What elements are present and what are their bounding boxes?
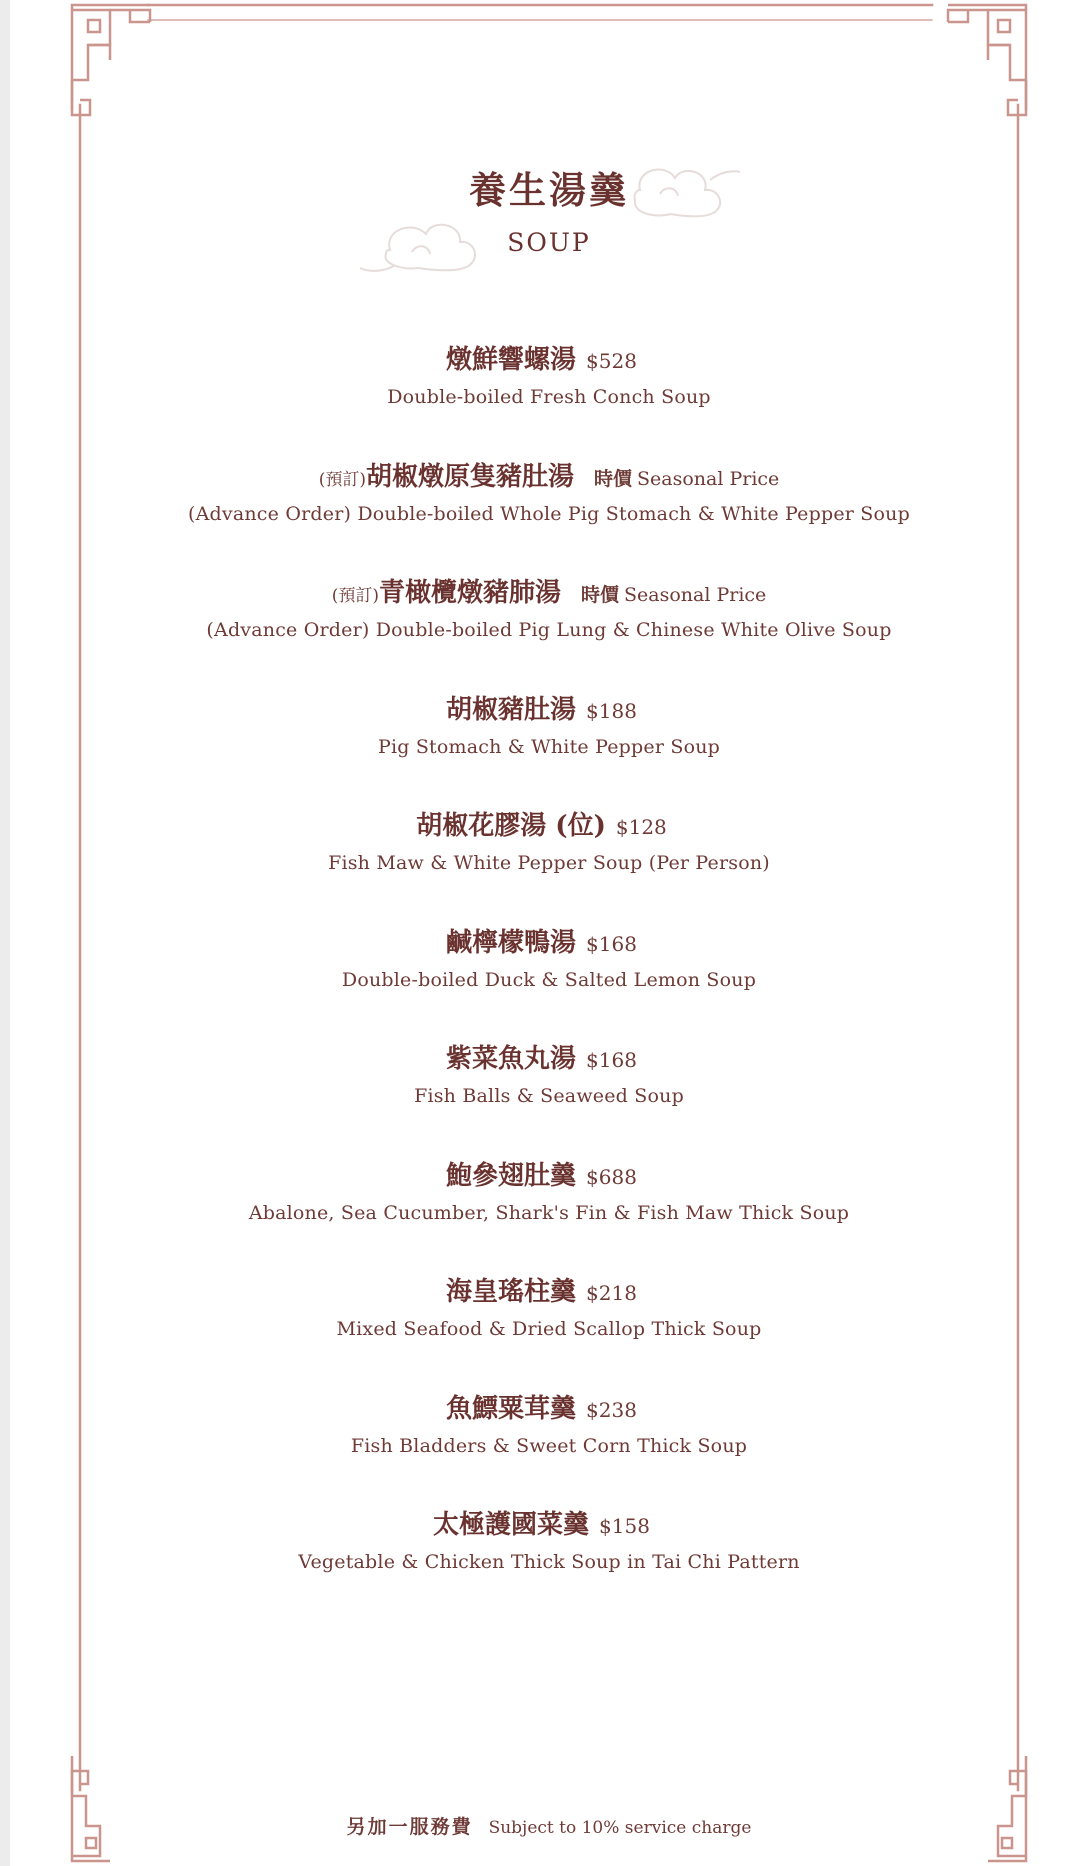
item-price: $188 bbox=[586, 698, 637, 723]
item-name-zh: 胡椒燉原隻豬肚湯 bbox=[365, 461, 574, 492]
item-price: $168 bbox=[586, 931, 637, 956]
menu-item bbox=[150, 1039, 948, 1156]
item-name-zh: 鮑參翅肚羹 bbox=[446, 1160, 577, 1191]
corner-ornament-top-right bbox=[948, 5, 1026, 115]
corner-ornament-bottom-right bbox=[988, 1756, 1026, 1861]
item-price: $128 bbox=[615, 815, 667, 839]
item-name-zh: 胡椒花膠湯 (位) bbox=[416, 811, 606, 841]
item-price-en: Seasonal Price bbox=[637, 467, 780, 490]
item-name-en: Double-boiled Fresh Conch Soup bbox=[387, 386, 711, 408]
item-name-en: (Advance Order) Double-boiled Pig Lung & Chinese White Olive Soup bbox=[206, 619, 892, 641]
corner-ornament-bottom-left bbox=[72, 1756, 110, 1861]
item-name-zh: 紫菜魚丸湯 bbox=[446, 1044, 577, 1074]
menu-item bbox=[150, 690, 948, 807]
menu-item bbox=[150, 1272, 948, 1389]
menu-item bbox=[150, 923, 948, 1040]
item-price: $158 bbox=[599, 1514, 650, 1538]
service-charge-en: Subject to 10% service charge bbox=[488, 1818, 752, 1838]
item-name-en: Vegetable & Chicken Thick Soup in Tai Chi Pattern bbox=[298, 1551, 800, 1573]
item-price-zh: 時價 bbox=[580, 584, 619, 606]
item-name-en: Mixed Seafood & Dried Scallop Thick Soup bbox=[336, 1318, 762, 1340]
item-price: $688 bbox=[586, 1164, 637, 1189]
page-title: 養生湯羹 bbox=[469, 168, 629, 212]
service-charge-zh: 另加一服務費 bbox=[346, 1816, 473, 1838]
item-name-en: Fish Maw & White Pepper Soup (Per Person) bbox=[328, 852, 770, 874]
menu-item bbox=[150, 1389, 948, 1506]
menu-item bbox=[150, 1156, 948, 1273]
menu-item bbox=[150, 573, 948, 690]
item-name-zh: 太極護國菜羹 bbox=[433, 1510, 590, 1540]
item-name-zh: 胡椒豬肚湯 bbox=[446, 694, 577, 725]
item-name-zh: 青橄欖燉豬肺湯 bbox=[378, 578, 561, 608]
service-charge-note bbox=[0, 1812, 1080, 1839]
item-name-en: Fish Bladders & Sweet Corn Thick Soup bbox=[350, 1434, 748, 1457]
item-name-en: Double-boiled Duck & Salted Lemon Soup bbox=[341, 968, 757, 991]
menu-list bbox=[150, 340, 948, 1622]
item-price: $168 bbox=[586, 1048, 637, 1072]
item-price-en: Seasonal Price bbox=[624, 584, 767, 606]
item-name-zh: 魚鰾粟茸羹 bbox=[446, 1393, 577, 1424]
item-name-en: Fish Balls & Seaweed Soup bbox=[414, 1085, 684, 1107]
item-name-en: Abalone, Sea Cucumber, Shark's Fin & Fish Maw Thick Soup bbox=[248, 1201, 850, 1224]
menu-item bbox=[150, 457, 948, 574]
item-price: $528 bbox=[586, 349, 637, 373]
menu-item bbox=[150, 340, 948, 457]
menu-item bbox=[150, 806, 948, 923]
item-name-en: Pig Stomach & White Pepper Soup bbox=[377, 735, 721, 758]
item-prefix: (預訂) bbox=[331, 586, 379, 606]
item-name-en: (Advance Order) Double-boiled Whole Pig Stomach & White Pepper Soup bbox=[188, 502, 910, 525]
item-name-zh: 鹹檸檬鴨湯 bbox=[446, 927, 577, 958]
item-price: $218 bbox=[586, 1281, 637, 1305]
item-prefix: (預訂) bbox=[318, 469, 366, 490]
item-price-zh: 時價 bbox=[593, 467, 632, 490]
item-name-zh: 燉鮮響螺湯 bbox=[446, 345, 577, 375]
page-subtitle: SOUP bbox=[507, 228, 591, 257]
item-name-zh: 海皇瑤柱羹 bbox=[446, 1277, 577, 1307]
item-price: $238 bbox=[586, 1397, 637, 1422]
corner-ornament-top-left bbox=[72, 5, 150, 115]
menu-item bbox=[150, 1505, 948, 1622]
